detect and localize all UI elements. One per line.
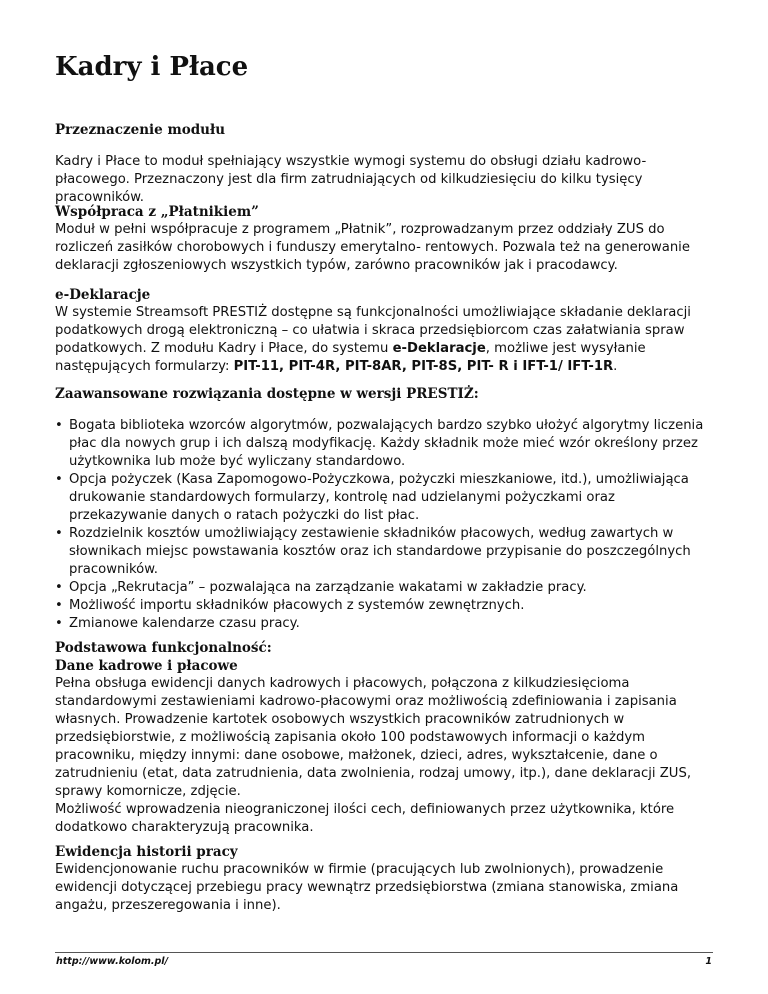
section-work-history [55, 843, 715, 915]
paragraph: Pełna obsługa ewidencji danych kadrowych i płacowych, połączona z kilkudziesięcioma standardowymi zestawieniami kadrowo-płacowymi oraz możliwością zdefiniowania i zapisania własnych. Prowadzenie kartotek osobowych wszystkich pracowników zatrudnionych w przedsiębiorstwie, z możliwością zapisania około 100 podstawowych informacji o każdym pracowniku, między innymi: dane osobowe, małżonek, dzieci, adres, wykształcenie, dane o zatrudnieniu (etat, data zatrudnienia, data zwolnienia, rodzaj umowy, itp.), dane deklaracji ZUS, sprawy komornicze, zdjęcie. [55, 676, 692, 799]
section-heading: Ewidencja historii pracy [55, 844, 238, 860]
section-e-deklaracje [55, 286, 715, 376]
page-number: 1 [705, 956, 712, 967]
text-fragment: W systemie Streamsoft PRESTIŻ dostępne są funkcjonalności umożliwiające składanie deklaracji podatkowych drogą elektroniczną – co ułatwia i skraca przedsiębiorcom czas załatwiania spraw podatkowych. Z modułu Kadry i Płace, do systemu [55, 305, 691, 356]
section-heading: Współpraca z „Płatnikiem” [55, 204, 259, 220]
list-item: • Możliwość importu składników płacowych z systemów zewnętrznych. [55, 597, 715, 615]
section-purpose-body [55, 153, 715, 207]
section-platnik [55, 203, 715, 275]
section-heading: e-Deklaracje [55, 287, 151, 303]
section-advanced [55, 385, 715, 403]
paragraph: Ewidencjonowanie ruchu pracowników w firmie (pracujących lub zwolnionych), prowadzenie ewidencji dotyczącej przebiegu pracy wewnątrz przedsiębiorstwa (zmiana stanowiska, zmiana angażu, przeszeregowania i inne). [55, 862, 679, 913]
list-item: • Zmianowe kalendarze czasu pracy. [55, 615, 715, 633]
section-heading: Podstawowa funkcjonalność: [55, 640, 272, 656]
list-item: • Opcja pożyczek (Kasa Zapomogowo-Pożyczkowa, pożyczki mieszkaniowe, itd.), umożliwiająca drukowanie standardowych formularzy, kontrolę nad udzielanymi pożyczkami oraz przekazywanie danych o ratach pożyczki do list płac. [55, 471, 715, 525]
paragraph: Kadry i Płace to moduł spełniający wszystkie wymogi systemu do obsługi działu kadrowo-płacowego. Przeznaczony jest dla firm zatrudniających od kilkudziesięciu do kilku tysięcy pracowników. [55, 154, 647, 205]
text-fragment: , możliwe jest wysyłanie następujących formularzy: [55, 341, 646, 374]
list-item: • Bogata biblioteka wzorców algorytmów, pozwalających bardzo szybko ułożyć algorytmy liczenia płac dla nowych grup i ich dalszą modyfikację. Każdy składnik może mieć wzór określony przez użytkownika lub może być wyliczany standardowo. [55, 417, 715, 471]
page-title: Kadry i Płace [55, 52, 249, 82]
list-item: • Rozdzielnik kosztów umożliwiający zestawienie składników płacowych, według zawartych w słownikach miejsc powstawania kosztów oraz ich standardowe przypisanie do poszczególnych pracowników. [55, 525, 715, 579]
section-subheading: Dane kadrowe i płacowe [55, 658, 238, 674]
section-heading: Przeznaczenie modułu [55, 122, 226, 138]
list-item: • Opcja „Rekrutacja” – pozwalająca na zarządzanie wakatami w zakładzie pracy. [55, 579, 715, 597]
paragraph: Moduł w pełni współpracuje z programem „Płatnik”, rozprowadzanym przez oddziały ZUS do rozliczeń zasiłków chorobowych i funduszy emerytalno- rentowych. Pozwala też na generowanie deklaracji zgłoszeniowych wszystkich typów, zarówno pracowników jak i pracodawcy. [55, 222, 690, 273]
text-fragment: . [613, 359, 618, 374]
section-purpose [55, 121, 715, 139]
paragraph: Możliwość wprowadzenia nieograniczonej ilości cech, definiowanych przez użytkownika, które dodatkowo charakteryzują pracownika. [55, 802, 675, 835]
footer-url: http://www.kolom.pl/ [56, 956, 169, 967]
advanced-features-list-wrap [55, 417, 715, 633]
system-name: e-Deklaracje [392, 341, 486, 356]
forms-list: PIT-11, PIT-4R, PIT-8AR, PIT-8S, PIT- R i IFT-1/ IFT-1R [233, 359, 614, 374]
paragraph [55, 304, 715, 376]
footer-divider [55, 952, 713, 953]
advanced-features-list [55, 417, 715, 633]
section-basic-functionality [55, 639, 715, 837]
section-heading: Zaawansowane rozwiązania dostępne w wersji PRESTIŻ: [55, 386, 479, 402]
